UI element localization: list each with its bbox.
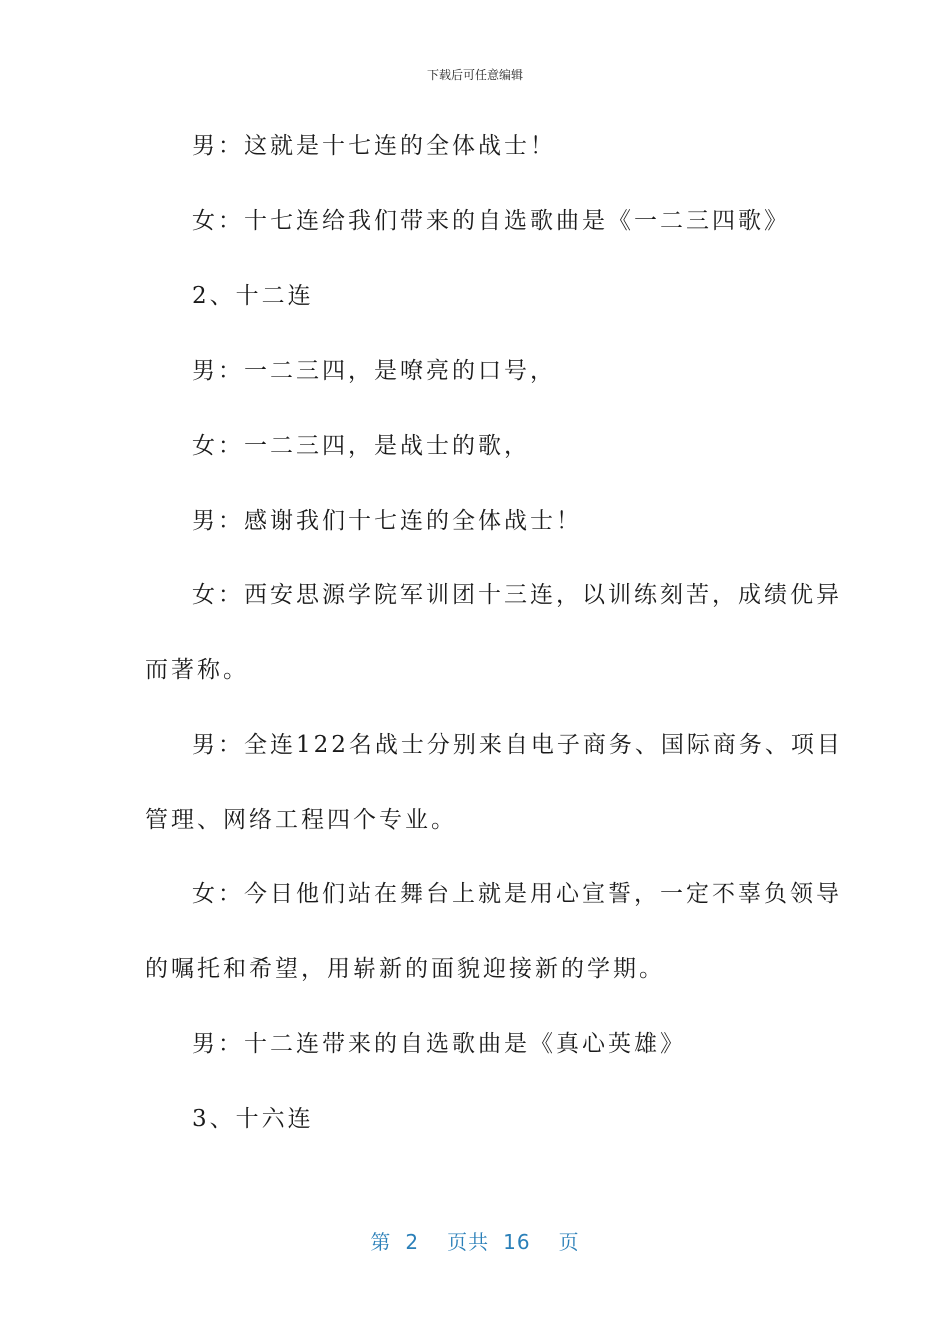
footer-current-page: 2: [405, 1230, 420, 1254]
page-footer: [0, 1226, 950, 1255]
body-line: 男：全连122名战士分别来自电子商务、国际商务、项目: [192, 732, 843, 758]
footer-middle: 页共: [447, 1230, 490, 1254]
body-line: 男：这就是十七连的全体战士！: [192, 133, 556, 159]
footer-total-pages: 16: [503, 1230, 531, 1254]
body-line: 男：感谢我们十七连的全体战士！: [192, 508, 582, 534]
body-line-continuation: 而著称。: [145, 657, 249, 683]
body-line: 男：十二连带来的自选歌曲是《真心英雄》: [192, 1031, 686, 1057]
body-line-continuation: 管理、网络工程四个专业。: [145, 807, 457, 833]
body-line-continuation: 的嘱托和希望，用崭新的面貌迎接新的学期。: [145, 956, 665, 982]
body-line: 女：一二三四，是战士的歌，: [192, 433, 530, 459]
body-line: 女：西安思源学院军训团十三连，以训练刻苦，成绩优异: [192, 582, 842, 608]
header-note: 下载后可任意编辑: [426, 68, 523, 82]
body-line: 女：十七连给我们带来的自选歌曲是《一二三四歌》: [192, 208, 790, 234]
footer-suffix: 页: [558, 1230, 580, 1254]
body-line: 男：一二三四，是嘹亮的口号，: [192, 358, 556, 384]
footer-prefix: 第: [370, 1230, 392, 1254]
body-line: 女：今日他们站在舞台上就是用心宣誓，一定不辜负领导: [192, 881, 842, 907]
section-heading: 2、十二连: [192, 283, 314, 309]
section-heading: 3、十六连: [192, 1106, 314, 1132]
